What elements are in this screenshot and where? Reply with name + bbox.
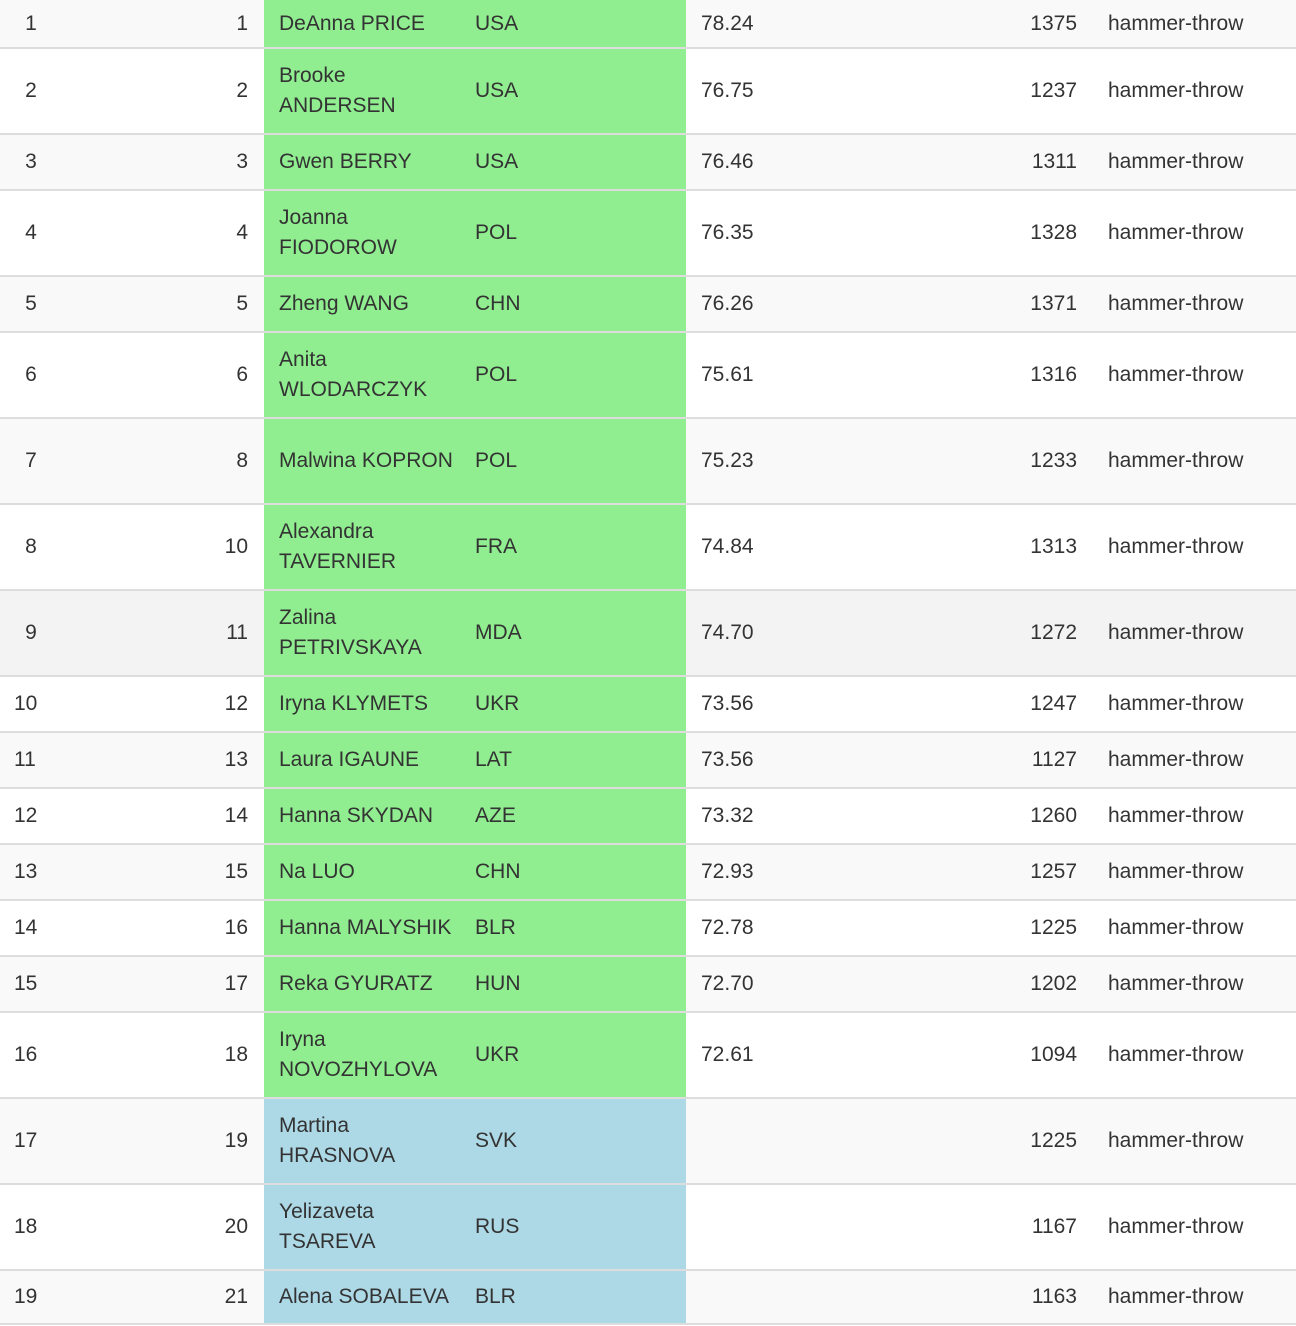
athlete-name-cell: Yelizaveta TSAREVA: [264, 1184, 475, 1270]
table-row[interactable]: [0, 418, 1296, 504]
position-cell: 10: [0, 676, 64, 732]
athlete-name-cell: Zheng WANG: [264, 276, 475, 332]
points-cell: 1260: [957, 788, 1091, 844]
points-cell: 1237: [957, 48, 1091, 134]
nationality-cell: LAT: [475, 732, 686, 788]
event-cell: hammer-throw: [1091, 0, 1296, 48]
mark-cell: 72.61: [686, 1012, 957, 1098]
athlete-name-cell: Laura IGAUNE: [264, 732, 475, 788]
athlete-name-cell: Hanna SKYDAN: [264, 788, 475, 844]
rank-cell: 12: [64, 676, 264, 732]
points-cell: 1311: [957, 134, 1091, 190]
athlete-name-cell: Alexandra TAVERNIER: [264, 504, 475, 590]
table-row[interactable]: [0, 676, 1296, 732]
athlete-name-cell: Hanna MALYSHIK: [264, 900, 475, 956]
athlete-name-cell: Reka GYURATZ: [264, 956, 475, 1012]
rank-cell: 20: [64, 1184, 264, 1270]
position-cell: 18: [0, 1184, 64, 1270]
rank-cell: 21: [64, 1270, 264, 1324]
event-cell: hammer-throw: [1091, 1184, 1296, 1270]
athlete-name-cell: Gwen BERRY: [264, 134, 475, 190]
position-cell: 1: [0, 0, 64, 48]
event-cell: hammer-throw: [1091, 1098, 1296, 1184]
nationality-cell: USA: [475, 134, 686, 190]
table-row[interactable]: [0, 134, 1296, 190]
mark-cell: 75.61: [686, 332, 957, 418]
athlete-name-cell: Joanna FIODOROW: [264, 190, 475, 276]
event-cell: hammer-throw: [1091, 900, 1296, 956]
rank-cell: 11: [64, 590, 264, 676]
position-cell: 7: [0, 418, 64, 504]
points-cell: 1225: [957, 1098, 1091, 1184]
rank-cell: 18: [64, 1012, 264, 1098]
table-row[interactable]: [0, 190, 1296, 276]
table-row[interactable]: [0, 276, 1296, 332]
table-row[interactable]: [0, 332, 1296, 418]
nationality-cell: UKR: [475, 1012, 686, 1098]
position-cell: 2: [0, 48, 64, 134]
table-row[interactable]: [0, 732, 1296, 788]
position-cell: 5: [0, 276, 64, 332]
position-cell: 12: [0, 788, 64, 844]
position-cell: 16: [0, 1012, 64, 1098]
rank-cell: 19: [64, 1098, 264, 1184]
table-row[interactable]: [0, 1098, 1296, 1184]
event-cell: hammer-throw: [1091, 956, 1296, 1012]
points-cell: 1247: [957, 676, 1091, 732]
mark-cell: [686, 1270, 957, 1324]
nationality-cell: POL: [475, 332, 686, 418]
points-cell: 1094: [957, 1012, 1091, 1098]
rank-cell: 5: [64, 276, 264, 332]
nationality-cell: USA: [475, 48, 686, 134]
rank-cell: 6: [64, 332, 264, 418]
event-cell: hammer-throw: [1091, 332, 1296, 418]
rank-cell: 8: [64, 418, 264, 504]
athlete-name-cell: Iryna NOVOZHYLOVA: [264, 1012, 475, 1098]
position-cell: 11: [0, 732, 64, 788]
nationality-cell: RUS: [475, 1184, 686, 1270]
athlete-name-cell: Iryna KLYMETS: [264, 676, 475, 732]
position-cell: 6: [0, 332, 64, 418]
position-cell: 3: [0, 134, 64, 190]
points-cell: 1233: [957, 418, 1091, 504]
athlete-name-cell: Zalina PETRIVSKAYA: [264, 590, 475, 676]
athlete-name-cell: Alena SOBALEVA: [264, 1270, 475, 1324]
table-row[interactable]: [0, 590, 1296, 676]
mark-cell: 76.35: [686, 190, 957, 276]
event-cell: hammer-throw: [1091, 590, 1296, 676]
table-row[interactable]: [0, 788, 1296, 844]
mark-cell: 73.32: [686, 788, 957, 844]
rank-cell: 13: [64, 732, 264, 788]
points-cell: 1371: [957, 276, 1091, 332]
nationality-cell: CHN: [475, 844, 686, 900]
rank-cell: 10: [64, 504, 264, 590]
points-cell: 1202: [957, 956, 1091, 1012]
position-cell: 4: [0, 190, 64, 276]
points-cell: 1316: [957, 332, 1091, 418]
athlete-name-cell: Anita WLODARCZYK: [264, 332, 475, 418]
points-cell: 1167: [957, 1184, 1091, 1270]
nationality-cell: BLR: [475, 900, 686, 956]
mark-cell: 75.23: [686, 418, 957, 504]
points-cell: 1328: [957, 190, 1091, 276]
position-cell: 9: [0, 590, 64, 676]
table-row[interactable]: [0, 844, 1296, 900]
points-cell: 1225: [957, 900, 1091, 956]
position-cell: 17: [0, 1098, 64, 1184]
points-cell: 1272: [957, 590, 1091, 676]
rank-cell: 3: [64, 134, 264, 190]
nationality-cell: MDA: [475, 590, 686, 676]
athlete-name-cell: Na LUO: [264, 844, 475, 900]
athlete-name-cell: DeAnna PRICE: [264, 0, 475, 48]
event-cell: hammer-throw: [1091, 788, 1296, 844]
nationality-cell: USA: [475, 0, 686, 48]
event-cell: hammer-throw: [1091, 1270, 1296, 1324]
nationality-cell: BLR: [475, 1270, 686, 1324]
position-cell: 8: [0, 504, 64, 590]
mark-cell: [686, 1098, 957, 1184]
position-cell: 19: [0, 1270, 64, 1324]
rank-cell: 2: [64, 48, 264, 134]
event-cell: hammer-throw: [1091, 276, 1296, 332]
event-cell: hammer-throw: [1091, 134, 1296, 190]
rank-cell: 16: [64, 900, 264, 956]
nationality-cell: SVK: [475, 1098, 686, 1184]
mark-cell: 74.84: [686, 504, 957, 590]
table-row[interactable]: [0, 1012, 1296, 1098]
table-row[interactable]: [0, 956, 1296, 1012]
event-cell: hammer-throw: [1091, 418, 1296, 504]
mark-cell: 76.46: [686, 134, 957, 190]
points-cell: 1375: [957, 0, 1091, 48]
table-row[interactable]: [0, 1270, 1296, 1324]
event-cell: hammer-throw: [1091, 504, 1296, 590]
points-cell: 1257: [957, 844, 1091, 900]
position-cell: 14: [0, 900, 64, 956]
nationality-cell: FRA: [475, 504, 686, 590]
mark-cell: 76.75: [686, 48, 957, 134]
nationality-cell: CHN: [475, 276, 686, 332]
rank-cell: 1: [64, 0, 264, 48]
rank-cell: 14: [64, 788, 264, 844]
mark-cell: 73.56: [686, 676, 957, 732]
nationality-cell: UKR: [475, 676, 686, 732]
mark-cell: 74.70: [686, 590, 957, 676]
mark-cell: 73.56: [686, 732, 957, 788]
event-cell: hammer-throw: [1091, 1012, 1296, 1098]
nationality-cell: POL: [475, 190, 686, 276]
table-row[interactable]: [0, 900, 1296, 956]
event-cell: hammer-throw: [1091, 844, 1296, 900]
table-row[interactable]: [0, 504, 1296, 590]
athlete-name-cell: Malwina KOPRON: [264, 418, 475, 504]
table-row[interactable]: [0, 1184, 1296, 1270]
mark-cell: 76.26: [686, 276, 957, 332]
nationality-cell: AZE: [475, 788, 686, 844]
mark-cell: 72.78: [686, 900, 957, 956]
nationality-cell: POL: [475, 418, 686, 504]
event-cell: hammer-throw: [1091, 676, 1296, 732]
points-cell: 1127: [957, 732, 1091, 788]
mark-cell: 72.93: [686, 844, 957, 900]
event-cell: hammer-throw: [1091, 190, 1296, 276]
athlete-name-cell: Martina HRASNOVA: [264, 1098, 475, 1184]
rank-cell: 15: [64, 844, 264, 900]
event-cell: hammer-throw: [1091, 48, 1296, 134]
table-row[interactable]: [0, 48, 1296, 134]
position-cell: 15: [0, 956, 64, 1012]
rank-cell: 4: [64, 190, 264, 276]
athlete-name-cell: Brooke ANDERSEN: [264, 48, 475, 134]
position-cell: 13: [0, 844, 64, 900]
mark-cell: 72.70: [686, 956, 957, 1012]
rank-cell: 17: [64, 956, 264, 1012]
event-cell: hammer-throw: [1091, 732, 1296, 788]
points-cell: 1313: [957, 504, 1091, 590]
table-row[interactable]: [0, 0, 1296, 48]
mark-cell: 78.24: [686, 0, 957, 48]
nationality-cell: HUN: [475, 956, 686, 1012]
mark-cell: [686, 1184, 957, 1270]
points-cell: 1163: [957, 1270, 1091, 1324]
